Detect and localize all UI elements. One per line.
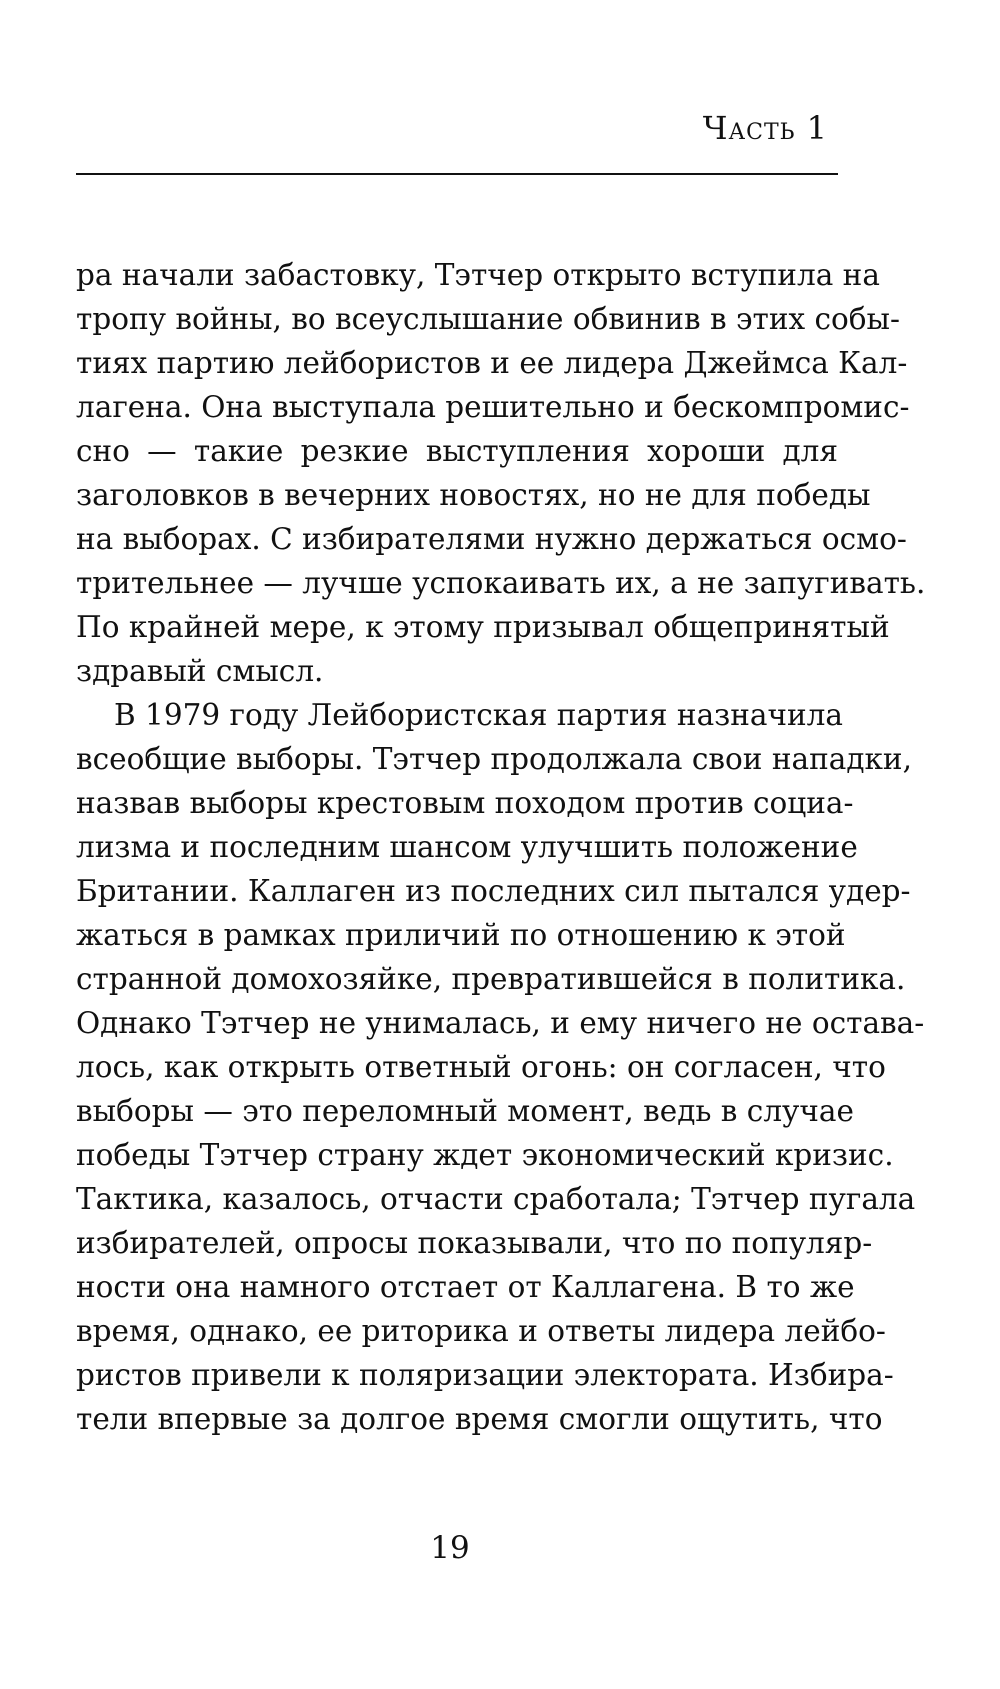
text-line: жаться в рамках приличий по отношению к этой [76,918,846,952]
text-line: ности она намного отстает от Каллагена. В то же [76,1270,855,1304]
header-rule [76,173,838,175]
text-line: тропу войны, во всеуслышание обвинив в этих собы- [76,302,900,336]
text-line: заголовков в вечерних новостях, но не для победы [76,478,871,512]
text-line: выборы — это переломный момент, ведь в случае [76,1094,854,1128]
text-line: здравый смысл. [76,654,324,688]
text-line: ра начали забастовку, Тэтчер открыто вступила на [76,258,880,292]
text-line: тиях партию лейбористов и ее лидера Джеймса Кал- [76,346,908,380]
text-line: назвав выборы крестовым походом против социа- [76,786,854,820]
text-line: избирателей, опросы показывали, что по популяр- [76,1226,873,1260]
page-number: 19 [430,1530,470,1566]
text-line: всеобщие выборы. Тэтчер продолжала свои нападки, [76,742,912,776]
text-line: ристов привели к поляризации электората. Избира- [76,1358,894,1392]
text-line: Британии. Каллаген из последних сил пытался удер- [76,874,911,908]
text-line: тели впервые за долгое время смогли ощутить, что [76,1402,883,1436]
text-line: на выборах. С избирателями нужно держаться осмо- [76,522,907,556]
text-line: лось, как открыть ответный огонь: он согласен, что [76,1050,886,1084]
running-header: Часть 1 [702,109,828,147]
text-line: лагена. Она выступала решительно и бескомпромис- [76,390,910,424]
text-line: По крайней мере, к этому призывал общепринятый [76,610,890,644]
body-text [76,253,926,1441]
text-line: время, однако, ее риторика и ответы лидера лейбо- [76,1314,886,1348]
text-line: лизма и последним шансом улучшить положение [76,830,858,864]
paragraph [76,253,926,693]
text-line: победы Тэтчер страну ждет экономический кризис. [76,1138,894,1172]
text-line: Тактика, казалось, отчасти сработала; Тэтчер пугала [76,1182,916,1216]
paragraph [76,693,925,1441]
text-line: В 1979 году Лейбористская партия назначила [114,698,843,732]
text-line: странной домохозяйке, превратившейся в политика. [76,962,906,996]
text-line: трительнее — лучше успокаивать их, а не запугивать. [76,566,926,600]
text-line: сно — такие резкие выступления хороши для [76,434,838,468]
text-line: Однако Тэтчер не унималась, и ему ничего не остава- [76,1006,925,1040]
